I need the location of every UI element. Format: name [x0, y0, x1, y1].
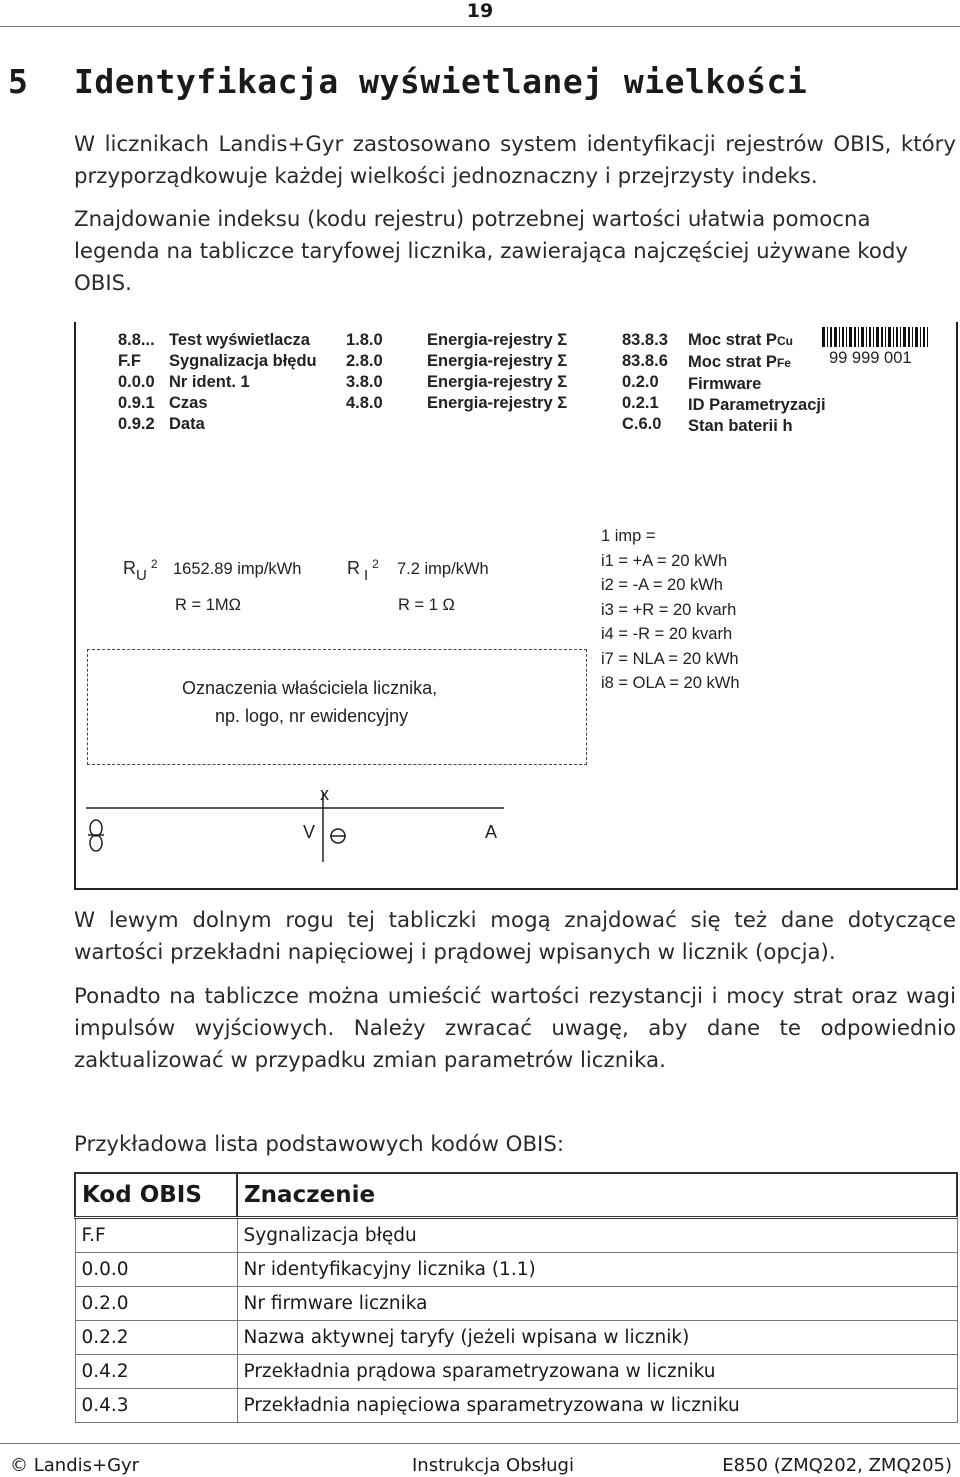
phase-symbol-icon	[330, 829, 346, 843]
plate-col2-codes: 1.8.0 2.8.0 3.8.0 4.8.0	[346, 331, 383, 412]
footer-right: E850 (ZMQ202, ZMQ205)	[722, 1455, 952, 1476]
section-title: Identyfikacja wyświetlanej wielkości	[74, 62, 808, 101]
impulse-weights: 1 imp = i1 = +A = 20 kWh i2 = -A = 20 kWh i3 = +R = 20 kvarh i4 = -R = 20 kvarh i7 = NLA = 20 kWh i8 = OLA = 20 kWh	[601, 527, 740, 692]
cell-code: 0.2.2	[75, 1321, 237, 1355]
footer-center: Instrukcja Obsługi	[412, 1455, 574, 1476]
plate-col3-labels: Moc strat PCu Moc strat PFe Firmware ID Parametryzacji Stan baterii h	[688, 331, 826, 435]
intro-paragraph-2: Znajdowanie indeksu (kodu rejestru) potrzebnej wartości ułatwia pomocna legenda na tabliczce taryfowej licznika, zawierająca najczęściej używane kody OBIS.	[74, 207, 908, 296]
table-row	[75, 1389, 957, 1423]
ri-value: 7.2 imp/kWh	[397, 560, 489, 578]
owner-note-line2: np. logo, nr ewidencyjny	[215, 706, 409, 726]
a-label: A	[485, 822, 498, 842]
cell-code: F.F	[75, 1218, 237, 1253]
table-row	[75, 1287, 957, 1321]
header-rule	[0, 26, 960, 27]
table-row	[75, 1355, 957, 1389]
ru-label: $R_U^2$	[123, 557, 158, 584]
header-code: Kod OBIS	[75, 1173, 237, 1218]
plate-col1-labels: Test wyświetlacza Sygnalizacja błędu Nr ident. 1 Czas Data	[169, 331, 317, 433]
cell-meaning: Nazwa aktywnej taryfy (jeżeli wpisana w licznik)	[237, 1321, 957, 1355]
x-label: x	[320, 784, 329, 804]
table-row	[75, 1321, 957, 1355]
owner-note-line1: Oznaczenia właściciela licznika,	[182, 678, 438, 698]
footer-rule	[0, 1443, 960, 1444]
cell-code: 0.4.3	[75, 1389, 237, 1423]
obis-codes-table	[74, 1172, 958, 1423]
page-number: 19	[466, 0, 494, 22]
ru-value: 1652.89 imp/kWh	[173, 560, 302, 578]
paragraph-4: Ponadto na tabliczce można umieścić wartości rezystancji i mocy strat oraz wagi impulsów wyjściowych. Należy zwracać uwagę, aby dane te odpowiednio zaktualizować w przypadku zmian parametrów licznika.	[74, 984, 956, 1073]
ru-resistance: R = 1MΩ	[175, 596, 241, 614]
section-number: 5	[8, 62, 29, 101]
cell-meaning: Nr firmware licznika	[237, 1287, 957, 1321]
cell-meaning: Nr identyfikacyjny licznika (1.1)	[237, 1253, 957, 1287]
list-intro: Przykładowa lista podstawowych kodów OBIS:	[74, 1132, 565, 1157]
plate-col3-codes: 83.8.3 83.8.6 0.2.0 0.2.1 C.6.0	[622, 331, 668, 433]
plate-col2-labels: Energia-rejestry Σ Energia-rejestry Σ Energia-rejestry Σ Energia-rejestry Σ	[427, 331, 568, 412]
cell-meaning: Przekładnia napięciowa sparametryzowana w liczniku	[237, 1389, 957, 1423]
cell-code: 0.4.2	[75, 1355, 237, 1389]
ri-resistance: R = 1 Ω	[398, 596, 455, 614]
meter-nameplate	[74, 322, 958, 890]
barcode-number: 99 999 001	[829, 349, 912, 367]
plate-col1-codes: 8.8... F.F 0.0.0 0.9.1 0.9.2	[118, 331, 155, 433]
section-heading	[8, 62, 807, 101]
owner-marking-box	[87, 649, 587, 765]
cell-code: 0.2.0	[75, 1287, 237, 1321]
cell-meaning: Przekładnia prądowa sparametryzowana w liczniku	[237, 1355, 957, 1389]
transformer-symbol-icon	[88, 820, 104, 851]
cell-meaning: Sygnalizacja błędu	[237, 1218, 957, 1253]
ri-label: R $_I^2$	[347, 557, 379, 584]
v-label: V	[303, 822, 316, 842]
header-meaning: Znaczenie	[237, 1173, 957, 1218]
barcode-icon	[822, 327, 928, 347]
paragraph-3: W lewym dolnym rogu tej tabliczki mogą znajdować się też dane dotyczące wartości przekładni napięciowej i prądowej wpisanych w licznik (opcja).	[74, 908, 956, 965]
footer-left: © Landis+Gyr	[10, 1455, 140, 1476]
table-row	[75, 1218, 957, 1253]
intro-paragraph-1: W licznikach Landis+Gyr zastosowano system identyfikacji rejestrów OBIS, który przyporządkowuje każdej wielkości jednoznaczny i przejrzysty indeks.	[74, 132, 956, 189]
cell-code: 0.0.0	[75, 1253, 237, 1287]
table-row	[75, 1253, 957, 1287]
table-header-row	[75, 1173, 957, 1218]
